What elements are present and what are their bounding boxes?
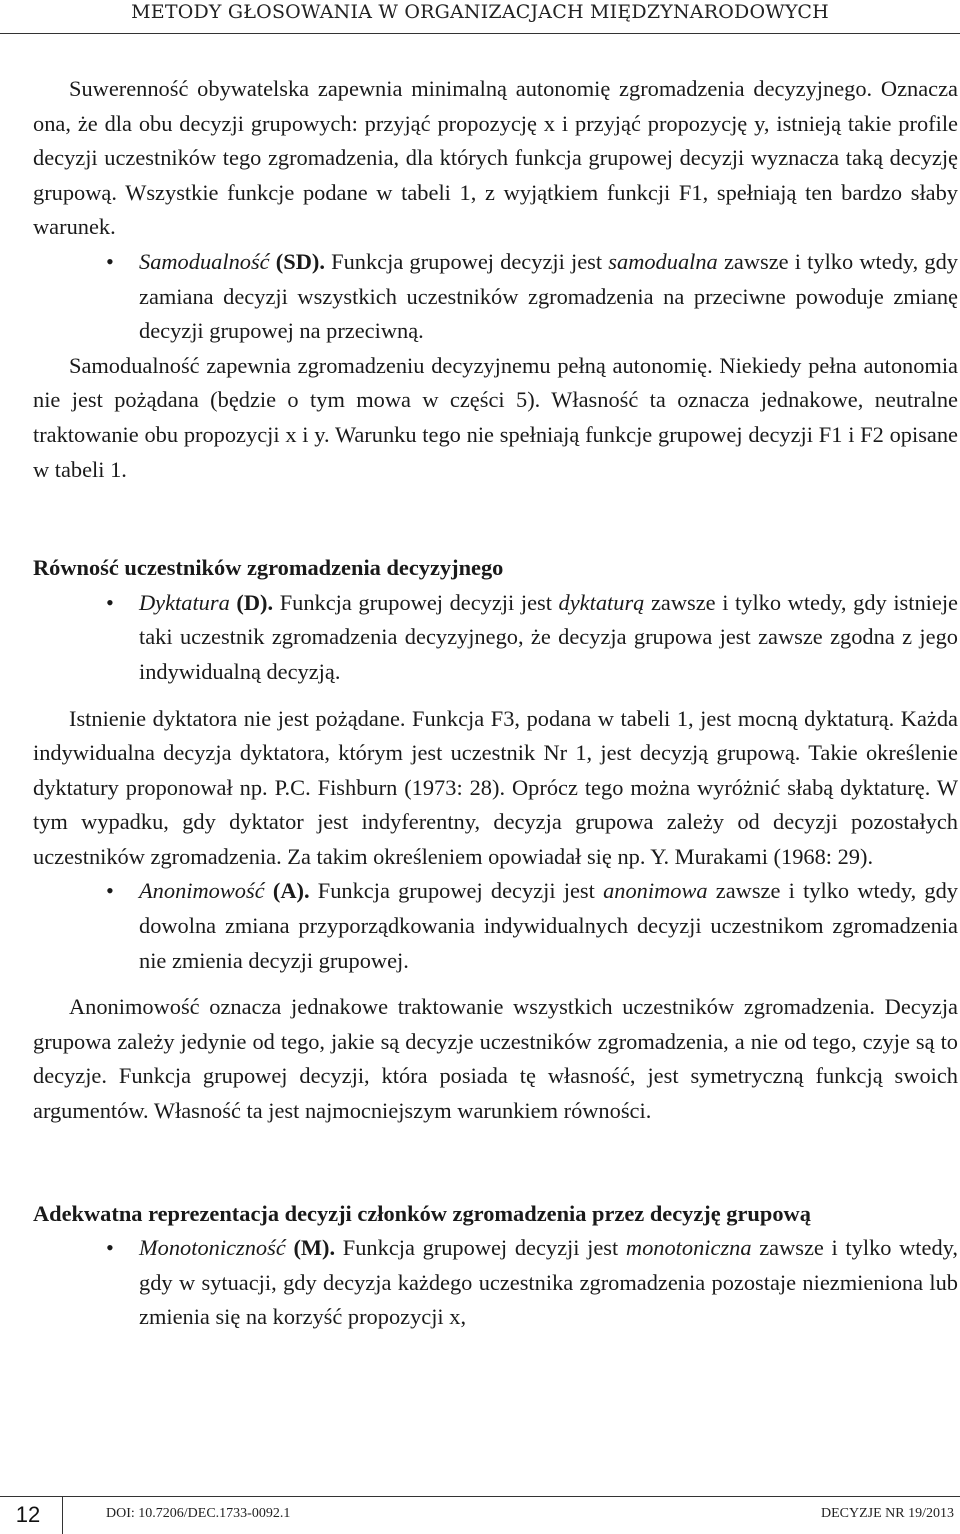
d-code: (D). [236,589,274,615]
sd-term: Samodualność [139,248,270,274]
sd-code: (SD). [275,248,325,274]
page-number: 12 [15,1502,41,1527]
header-rule [0,33,960,34]
m-term: Monotoniczność [139,1235,286,1261]
section-heading-equality: Równość uczestników zgromadzenia decyzyjnego [33,555,504,581]
d-after-paragraph: Istnienie dyktatora nie jest pożądane. Funkcja F3, podana w tabeli 1, jest mocną dyktaturą. Każda indywidualna decyzja dyktatora, którym jest uczestnik Nr 1, jest decyzją grupową. Takie określenie dyktatury proponował np. P.C. Fishburn (1973: 28). Oprócz tego można wyróżnić słabą dyktaturę. W tym wypadku, gdy dyktator jest indyferentny, decyzja grupowa zależy od decyzji pozostałych uczestników zgromadzenia. Za takim określeniem opowiadał się np. Y. Murakami (1968: 29). [33,705,958,869]
a-term: Anonimowość [139,878,265,904]
a-text-a: Funkcja grupowej decyzji jest [309,878,604,904]
running-header [0,0,960,30]
bullet-dot: • [106,1235,114,1261]
footer-rule [0,1496,960,1497]
sd-after-paragraph: Samodualność zapewnia zgromadzeniu decyzyjnemu pełną autonomię. Niekiedy pełna autonomia nie jest pożądana (będzie o tym mowa w części 5). Własność ta oznacza jednakowe, neutralne traktowanie obu propozycji x i y. Warunku tego nie spełniają funkcje grupowej decyzji F1 i F2 opisane w tabeli 1. [33,352,958,482]
page-body [33,72,958,1335]
sd-term-italic: samodualna [608,248,718,274]
section-heading-representation: Adekwatna reprezentacja decyzji członków zgromadzenia przez decyzję grupową [33,1200,811,1226]
d-bullet-list [33,586,958,690]
sd-bullet-list [33,245,958,349]
d-term-italic: dyktaturą [558,589,645,615]
a-term-italic: anonimowa [603,878,708,904]
m-bullet-list [33,1231,958,1335]
bullet-dot: • [106,248,114,274]
sd-bullet [33,245,958,349]
bullet-dot: • [106,878,114,904]
m-text-a: Funkcja grupowej decyzji jest [335,1235,626,1261]
intro-paragraph: Suwerenność obywatelska zapewnia minimalną autonomię zgromadzenia decyzyjnego. Oznacza ona, że dla obu decyzji grupowych: przyjąć propozycję x i przyjąć propozycję y, istnieją takie profile decyzji uczestników tego zgromadzenia, dla których funkcja grupowej decyzji wyznacza taką decyzję grupową. Wszystkie funkcje podane w tabeli 1, z wyjątkiem funkcji F1, spełniają ten bardzo słaby warunek. [33,76,958,240]
sd-text-b: zawsze i tylko wtedy, gdy zamiana decyzji wszystkich uczestników zgromadzenia na przeciwne powoduje zmianę decyzji grupowej na przeciwną. [139,248,958,344]
a-text-b: zawsze i tylko wtedy, gdy dowolna zmiana przyporządkowania indywidualnych decyzji uczestnikom zgromadzenia nie zmienia decyzji grupowej. [139,878,958,973]
running-title: METODY GŁOSOWANIA W ORGANIZACJACH MIĘDZYNARODOWYCH [131,1,829,23]
d-text-a: Funkcja grupowej decyzji jest [273,589,559,615]
d-bullet [33,586,958,690]
doi-text: DOI: 10.7206/DEC.1733-0092.1 [106,1506,291,1521]
m-text-b: zawsze i tylko wtedy, gdy w sytuacji, gdy decyzja każdego uczestnika zgromadzenia pozostaje niezmieniona lub zmienia się na korzyść propozycji x, [139,1235,958,1330]
journal-issue: DECYZJE NR 19/2013 [821,1506,954,1521]
sd-text-a: Funkcja grupowej decyzji jest [324,248,609,274]
a-bullet [33,874,958,978]
m-bullet [33,1231,958,1335]
m-term-italic: monotoniczna [625,1235,752,1261]
a-code: (A). [272,878,310,904]
a-after-paragraph: Anonimowość oznacza jednakowe traktowanie wszystkich uczestników zgromadzenia. Decyzja grupowa zależy jedynie od tego, jakie są decyzje uczestników zgromadzenia, a nie od tego, czyje są to decyzje. Funkcja grupowej decyzji, która posiada tę własność, jest symetryczną funkcją swoich argumentów. Własność ta jest najmocniejszym warunkiem równości. [33,994,958,1124]
m-code: (M). [293,1235,336,1261]
footer-divider [62,1496,63,1534]
bullet-dot: • [106,589,114,615]
d-term: Dyktatura [139,589,230,615]
d-text-b: zawsze i tylko wtedy, gdy istnieje taki uczestnik zgromadzenia decyzyjnego, że decyzja grupowa jest zawsze zgodna z jego indywidualną decyzją. [139,589,958,684]
a-bullet-list [33,874,958,978]
